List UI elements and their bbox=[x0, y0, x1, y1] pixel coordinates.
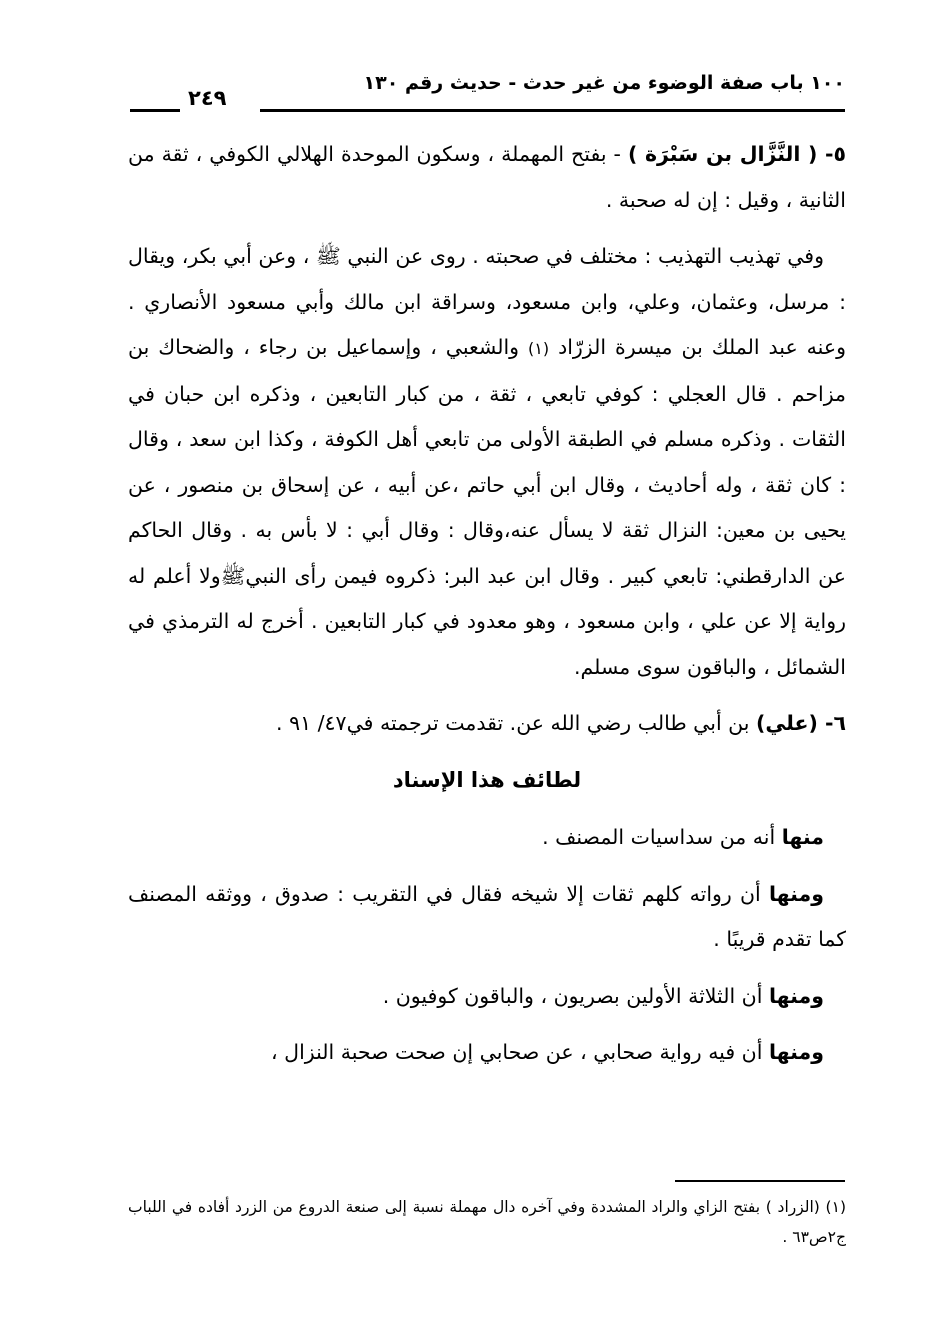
tahdhib-paragraph bbox=[128, 234, 846, 690]
point-text: أنه من سداسيات المصنف . bbox=[542, 825, 782, 849]
point-item bbox=[128, 974, 846, 1020]
narrator-5-label: ٥- ( النَّزَّال بن سَبْرَة ) bbox=[627, 142, 847, 166]
point-item bbox=[128, 872, 846, 963]
point-lead: ومنها bbox=[768, 1040, 824, 1064]
narrator-6-entry bbox=[128, 701, 846, 747]
running-header bbox=[130, 72, 845, 122]
tahdhib-text-a: وفي تهذيب التهذيب : مختلف في صحبته . روى عن النبي ﷺ ، وعن أبي بكر، ويقال : مرسل، وعثمان، وعلي، وابن مسعود، وسراقة ابن مالك وأبي مسعود الأنصاري . وعنه عبد الملك بن ميسرة الزرّاد bbox=[128, 244, 846, 359]
footnote-reference: (١) bbox=[528, 339, 550, 358]
point-text: أن رواته كلهم ثقات إلا شيخه فقال في التقريب : صدوق ، ووثقه المصنف كما تقدم قريبًا . bbox=[128, 881, 846, 951]
footnote-rule bbox=[675, 1180, 845, 1182]
point-lead: ومنها bbox=[768, 983, 824, 1008]
footnote: (١) (الزراد ) بفتح الزاي والراد المشددة وفي آخره دال مهملة نسبة إلى صنعة الدروع من الزرد أفاده في اللباب ج٢ص٦٣ . bbox=[128, 1198, 846, 1246]
point-item bbox=[128, 815, 846, 861]
section-heading: لطائف هذا الإسناد bbox=[392, 767, 582, 792]
page-number: ٢٤٩ bbox=[188, 86, 227, 110]
narrator-6-text: بن أبي طالب رضي الله عن. تقدمت ترجمته في٤٧/ ٩١ . bbox=[276, 711, 756, 735]
narrator-5-entry bbox=[128, 132, 846, 223]
tahdhib-text-b: والشعبي ، وإسماعيل بن رجاء ، والضحاك بن مزاحم . قال العجلي : كوفي تابعي ، ثقة ، من كبار التابعين ، وذكره ابن حبان في الثقات . وذكره مسلم في الطبقة الأولى من تابعي أهل الكوفة ، وكذا ابن سعد ، وقال : كان ثقة ، وله أحاديث ، وقال ابن أبي حاتم ،عن أبيه ، عن إسحاق بن منصور ، عن يحيى بن معين: النزال ثقة لا يسأل عنه،وقال : وقال أبي : لا بأس به . وقال الحاكم عن الدارقطني: تابعي كبير . وقال ابن عبد البر: ذكروه فيمن رأى النبيﷺولا أعلم له رواية إلا عن علي ، وابن مسعود ، وهو معدود في كبار التابعين . أخرج له الترمذي في الشمائل ، والباقون سوى مسلم. bbox=[128, 335, 846, 679]
header-title: ١٠٠ باب صفة الوضوء من غير حدث - حديث رقم ١٣٠ bbox=[363, 72, 845, 94]
point-lead: منها bbox=[781, 825, 824, 849]
narrator-6-label: ٦- (علي) bbox=[755, 711, 846, 735]
narrator-5-text: - بفتح المهملة ، وسكون الموحدة الهلالي الكوفي ، ثقة من الثانية ، وقيل : إن له صحبة . bbox=[128, 142, 846, 212]
point-text: أن الثلاثة الأولين بصريون ، والباقون كوفيون . bbox=[382, 983, 769, 1008]
main-text bbox=[128, 132, 846, 1087]
point-text: أن فيه رواية صحابي ، عن صحابي إن صحت صحبة النزال ، bbox=[271, 1040, 769, 1064]
point-item bbox=[128, 1030, 846, 1076]
point-lead: ومنها bbox=[768, 881, 824, 906]
